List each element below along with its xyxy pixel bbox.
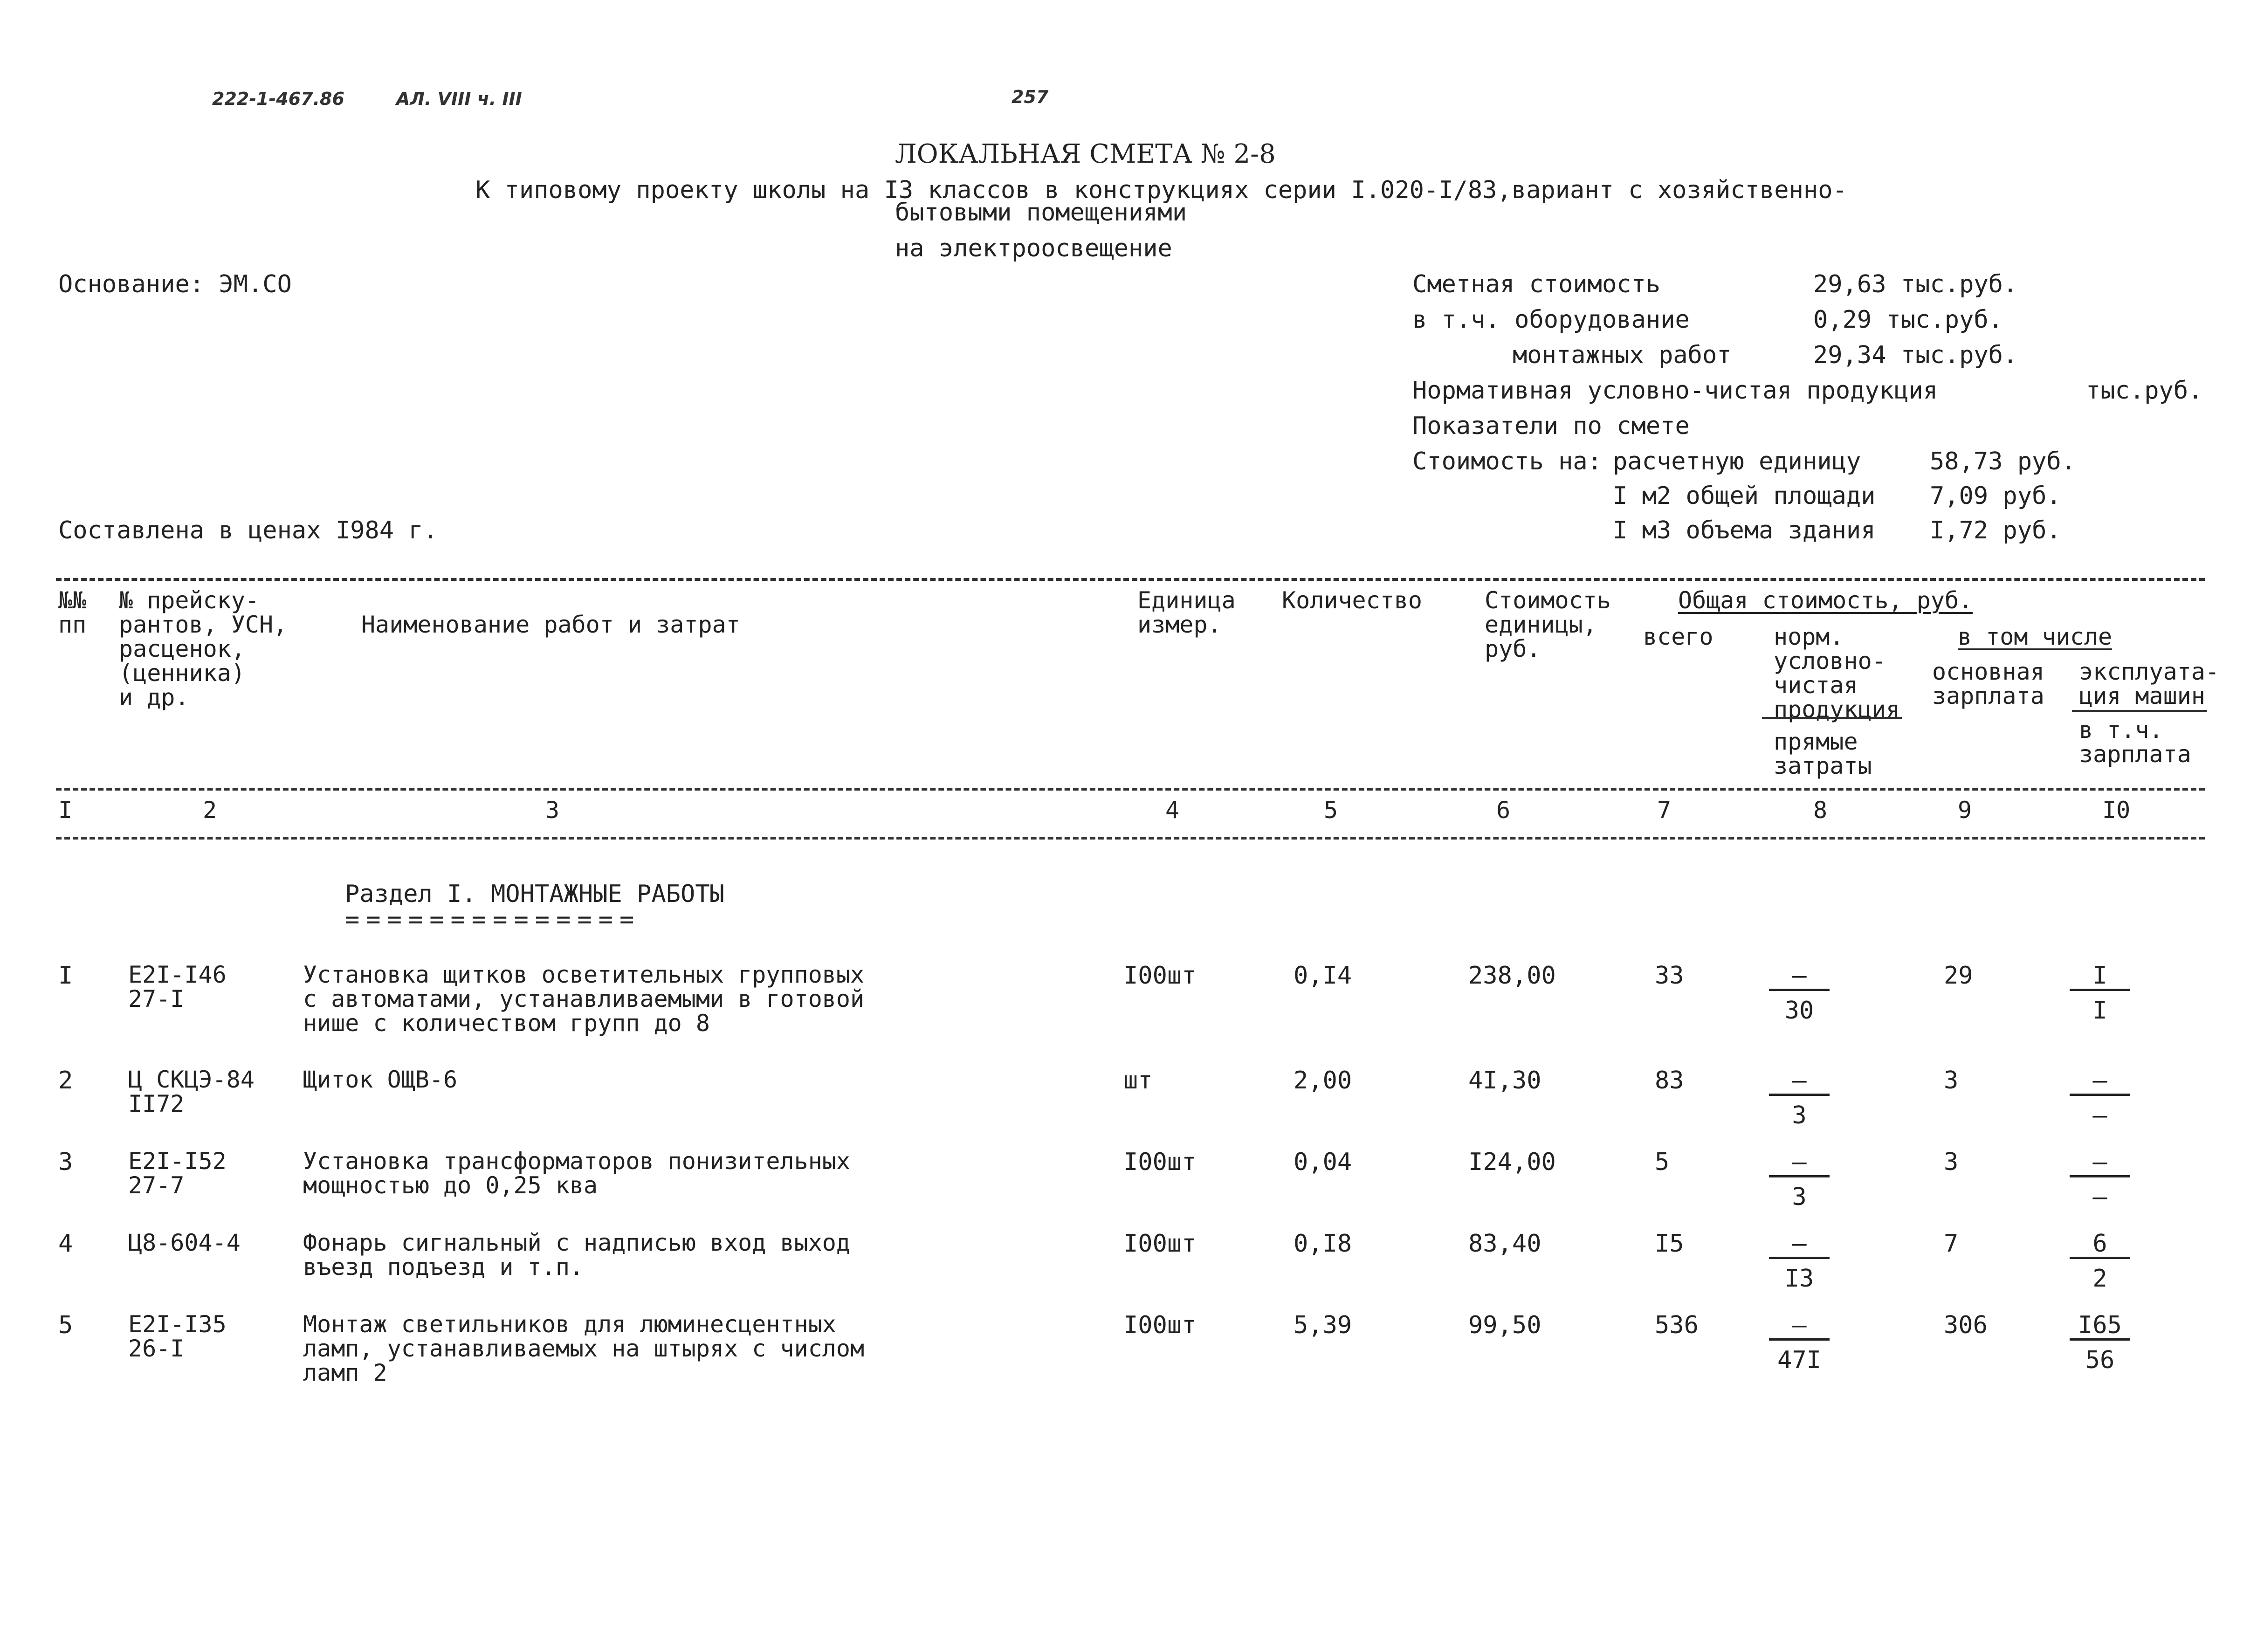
row-qty: 2,00 [1294, 1067, 1352, 1094]
row-direct-costs: 30 [1784, 997, 1814, 1025]
row-number: I [58, 962, 73, 990]
norm-value: тыс.руб. [2086, 377, 2203, 405]
col10-divider [2072, 710, 2207, 712]
row-unit: I00шт [1123, 1311, 1197, 1339]
row-qty: 5,39 [1294, 1311, 1352, 1339]
col3-header: Наименование работ и затрат [361, 611, 740, 638]
row-name: Монтаж светильников для люминесцентных ламп, устанавливаемых на штырях с числом ламп 2 [303, 1311, 865, 1386]
col-number: 7 [1657, 797, 1672, 824]
cost-label: Сметная стоимость [1412, 270, 1661, 298]
section-title-underline: ============== [345, 906, 641, 934]
album-note: АЛ. VIII ч. III [396, 89, 522, 109]
row-price: 83,40 [1468, 1230, 1541, 1258]
row-number: 4 [58, 1230, 73, 1258]
header-top-rule [56, 578, 2205, 581]
row-unit: шт [1123, 1067, 1153, 1094]
total-cost-group-header: Общая стоимость, руб. [1678, 587, 1973, 614]
col-number: I0 [2102, 797, 2131, 824]
equip-label: в т.ч. оборудование [1412, 306, 1690, 334]
subtitle-line1: К типовому проекту школы на I3 классов в конструкциях серии I.020-I/83,вариант с хозяйственно- [475, 176, 1847, 204]
row-price: I24,00 [1468, 1148, 1556, 1176]
row-machine-operation: – [2070, 1149, 2130, 1177]
per-m2-label: I м2 общей площади [1613, 482, 1876, 510]
row-code: E2I-I46 27-I [128, 961, 227, 1012]
row-total: I5 [1655, 1230, 1684, 1258]
row-base-salary: 29 [1944, 962, 1973, 990]
row-direct-costs: 3 [1792, 1101, 1807, 1129]
row-total: 83 [1655, 1067, 1684, 1094]
document-title: ЛОКАЛЬНАЯ СМЕТА № 2-8 [895, 139, 1276, 169]
row-name: Установка щитков осветительных групповых с автоматами, устанавливаемыми в готовой нише с количеством групп до 8 [303, 961, 865, 1037]
col-number: 4 [1165, 797, 1180, 824]
row-base-salary: 3 [1944, 1067, 1959, 1094]
row-unit: I00шт [1123, 1148, 1197, 1176]
archive-code: 222-1-467.86 [212, 89, 344, 109]
row-code: Ц СКЦЭ-84 II72 [128, 1066, 255, 1117]
row-machine-operation: I65 [2070, 1312, 2130, 1341]
col8-header-top: норм. условно- чистая продукция [1774, 623, 1900, 723]
row-code: E2I-I52 27-7 [128, 1148, 227, 1199]
row-norm-product: – [1769, 1067, 1830, 1096]
subtitle-line3: на электроосвещение [895, 234, 1172, 262]
row-machine-operation: – [2070, 1067, 2130, 1096]
row-machine-salary: – [2092, 1183, 2107, 1211]
row-number: 5 [58, 1311, 73, 1339]
section-title: Раздел I. МОНТАЖНЫЕ РАБОТЫ [345, 880, 724, 908]
col9-header: основная зарплата [1932, 658, 2044, 709]
numbers-rule [56, 837, 2205, 840]
row-qty: 0,04 [1294, 1148, 1352, 1176]
per-unit-label: расчетную единицу [1613, 447, 1861, 475]
row-number: 3 [58, 1148, 73, 1176]
install-value: 29,34 тыс.руб. [1813, 341, 2018, 369]
col8-header-bottom: прямые затраты [1774, 728, 1872, 779]
row-code: E2I-I35 26-I [128, 1311, 227, 1362]
row-direct-costs: 3 [1792, 1183, 1807, 1211]
col8-divider [1762, 717, 1902, 719]
row-qty: 0,I8 [1294, 1230, 1352, 1258]
col6-header: Стоимость единицы, руб. [1485, 587, 1611, 662]
page-number: 257 [1012, 87, 1049, 107]
col-number: 2 [203, 797, 217, 824]
col-number: 9 [1958, 797, 1972, 824]
prices-note: Составлена в ценах I984 г. [58, 516, 438, 544]
row-total: 536 [1655, 1311, 1699, 1339]
including-header: в том числе [1958, 623, 2112, 650]
col1-header: №№ пп [58, 587, 87, 638]
row-name: Установка трансформаторов понизительных мощностью до 0,25 ква [303, 1148, 850, 1199]
norm-label: Нормативная условно-чистая продукция [1412, 377, 1938, 405]
per-label: Стоимость на: [1412, 447, 1602, 475]
col-number: 6 [1496, 797, 1511, 824]
per-m3-value: I,72 руб. [1930, 516, 2061, 544]
col10-header-top: эксплуата- ция машин [2079, 658, 2220, 709]
row-machine-salary: 2 [2092, 1265, 2107, 1293]
row-price: 99,50 [1468, 1311, 1541, 1339]
col-number: I [58, 797, 73, 824]
row-name: Щиток ОЩВ-6 [303, 1066, 458, 1093]
row-price: 4I,30 [1468, 1067, 1541, 1094]
row-name: Фонарь сигнальный с надписью вход выход въезд подъезд и т.п. [303, 1229, 850, 1280]
row-unit: I00шт [1123, 1230, 1197, 1258]
row-machine-salary: – [2092, 1101, 2107, 1129]
row-base-salary: 7 [1944, 1230, 1959, 1258]
col10-header-bottom: в т.ч. зарплата [2079, 716, 2191, 768]
row-norm-product: – [1769, 1149, 1830, 1177]
col-number: 5 [1324, 797, 1338, 824]
cost-value: 29,63 тыс.руб. [1813, 270, 2018, 298]
row-code: Ц8-604-4 [128, 1229, 241, 1256]
row-machine-operation: 6 [2070, 1231, 2130, 1259]
row-norm-product: – [1769, 1312, 1830, 1341]
row-base-salary: 306 [1944, 1311, 1988, 1339]
col-number: 3 [545, 797, 560, 824]
row-direct-costs: 47I [1777, 1346, 1821, 1374]
row-total: 5 [1655, 1148, 1670, 1176]
col2-header: № прейску- рантов, УСН, расценок, (ценника) и др. [119, 587, 288, 711]
row-base-salary: 3 [1944, 1148, 1959, 1176]
install-label: монтажных работ [1513, 341, 1732, 369]
row-direct-costs: I3 [1784, 1265, 1814, 1293]
row-machine-salary: I [2092, 997, 2107, 1025]
row-price: 238,00 [1468, 962, 1556, 990]
row-machine-operation: I [2070, 963, 2130, 991]
indicators-label: Показатели по смете [1412, 412, 1690, 440]
col4-header: Единица измер. [1137, 587, 1236, 638]
equip-value: 0,29 тыс.руб. [1813, 306, 2003, 334]
per-m2-value: 7,09 руб. [1930, 482, 2061, 510]
col7-header: всего [1643, 623, 1713, 650]
header-bottom-rule [56, 788, 2205, 791]
row-total: 33 [1655, 962, 1684, 990]
per-unit-value: 58,73 руб. [1930, 447, 2076, 475]
row-number: 2 [58, 1067, 73, 1094]
row-machine-salary: 56 [2085, 1346, 2115, 1374]
subtitle-line2: бытовыми помещениями [895, 199, 1187, 227]
col5-header: Количество [1282, 587, 1423, 614]
per-m3-label: I м3 объема здания [1613, 516, 1876, 544]
row-norm-product: – [1769, 1231, 1830, 1259]
basis: Основание: ЭМ.СО [58, 270, 292, 298]
col-number: 8 [1813, 797, 1828, 824]
row-qty: 0,I4 [1294, 962, 1352, 990]
row-unit: I00шт [1123, 962, 1197, 990]
row-norm-product: – [1769, 963, 1830, 991]
